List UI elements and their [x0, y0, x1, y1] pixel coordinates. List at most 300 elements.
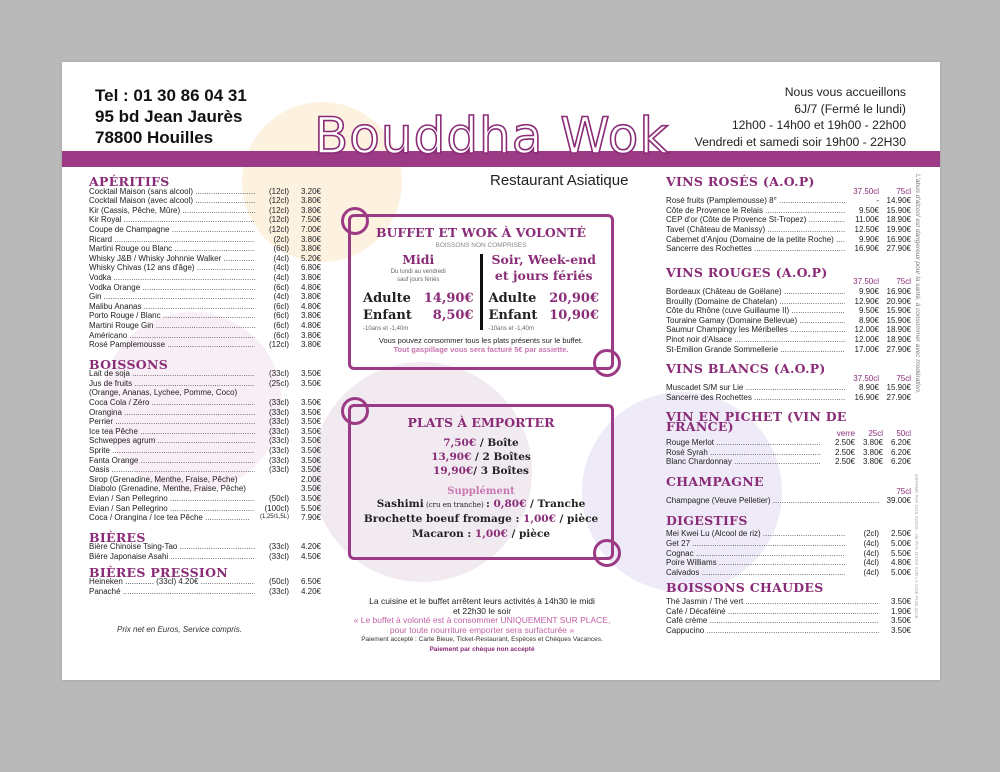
- item-price: 3.50€: [300, 417, 321, 427]
- supplement-name: Sashimi: [376, 498, 424, 510]
- section-vins-rouges: [666, 264, 911, 354]
- soir-title: et jours fériés: [494, 268, 593, 283]
- item-price: 5.00€: [890, 539, 911, 548]
- menu-item: [89, 369, 321, 379]
- price-75cl: 15.90€: [886, 205, 911, 215]
- hours-line: 12h00 - 14h00 et 19h00 - 22h00: [731, 118, 906, 132]
- item-price: 3.50€: [300, 455, 321, 465]
- item-price: 4.20€: [300, 542, 321, 552]
- takeaway-unit: / 2 Boîtes: [471, 451, 531, 463]
- price-375cl: 11.00€: [855, 215, 879, 225]
- hours-line: Vendredi et samedi soir 19h00 - 22H30: [694, 134, 906, 149]
- item-name: Martini Rouge Gin .....: [89, 321, 255, 331]
- item-size: (12cl): [268, 215, 289, 225]
- col-header: 75cl: [896, 486, 911, 496]
- item-price: 7.00€: [300, 224, 321, 234]
- menu-item: [666, 196, 911, 206]
- price-note: Prix net en Euros, Service compris.: [117, 625, 242, 634]
- section-title: BIÈRES: [89, 529, 146, 545]
- price-row: [489, 307, 600, 324]
- menu-item: [89, 408, 321, 418]
- menu-item: [666, 457, 911, 467]
- price-75cl: 16.90€: [886, 234, 911, 244]
- section-vins-roses: [666, 174, 911, 254]
- item-price: 5.50€: [300, 503, 321, 513]
- item-name: Cocktail Maison (sans alcool) .....: [89, 187, 255, 197]
- menu-item: [89, 494, 321, 504]
- section-bieres-pression: [89, 564, 321, 597]
- item-name: Orangina .....: [89, 408, 255, 418]
- item-name: Café / Décaféiné .....: [666, 607, 879, 617]
- item-price: 3.50€: [300, 436, 321, 446]
- item-name: Muscadet S/M sur Lie .....: [666, 383, 845, 393]
- section-boissons-chaudes: [666, 580, 911, 635]
- col-header: 37.50cl: [853, 186, 879, 196]
- item-name: Gin .....: [89, 292, 255, 302]
- price-375cl: 8.90€: [858, 315, 879, 325]
- menu-item: [89, 587, 321, 597]
- item-size: (33cl): [268, 542, 289, 552]
- menu-item: [89, 321, 321, 331]
- supplement-name: Brochette boeuf fromage: [363, 513, 512, 525]
- item-price: 3.50€: [300, 494, 321, 503]
- item-name: Poire Williams .....: [666, 558, 845, 568]
- item-size: (33cl): [268, 407, 289, 417]
- item-price: 1.90€: [890, 606, 911, 616]
- menu-item: [89, 292, 321, 302]
- item-name: Touraine Gamay (Domaine Bellevue) .....: [666, 316, 845, 326]
- price-375cl: 12.00€: [854, 334, 879, 344]
- price-375cl: 12.00€: [854, 325, 879, 335]
- menu-item: [666, 297, 911, 307]
- item-price: 4.50€: [300, 551, 321, 561]
- price-verre: 2.50€: [834, 447, 855, 457]
- item-name: Sancerre des Rochettes .....: [666, 244, 845, 254]
- item-name: Ricard .....: [89, 235, 255, 245]
- item-price: 3.80€: [300, 340, 321, 350]
- takeaway-box: [348, 404, 614, 560]
- takeaway-price: 19,90€: [433, 465, 474, 477]
- price-375cl: 9.50€: [858, 205, 879, 215]
- item-name: Vodka .....: [89, 273, 255, 283]
- item-size: (2cl): [863, 529, 879, 539]
- address-city: 78800 Houilles: [95, 128, 214, 147]
- col-header: 50cl: [896, 428, 911, 438]
- item-price: 3.50€: [300, 369, 321, 379]
- buffet-columns: [357, 252, 605, 332]
- price-375cl: 12.90€: [854, 296, 879, 306]
- price-375cl: 12.50€: [854, 224, 879, 234]
- buffet-box: [348, 214, 614, 370]
- price-75cl: 16.90€: [886, 286, 911, 296]
- item-size: (4cl): [273, 292, 289, 302]
- item-size: (6cl): [273, 330, 289, 340]
- price-75cl: 14.90€: [886, 196, 911, 206]
- item-price: 3.50€: [300, 484, 321, 494]
- item-name: Pinot noir d'Alsace .....: [666, 335, 845, 345]
- item-name: Coupe de Champagne .....: [89, 225, 255, 235]
- item-name: Rosé fruits (Pamplemousse) 8° .....: [666, 196, 845, 206]
- item-price: 39.00€: [886, 496, 911, 506]
- midi-sub: sauf jours fériés: [397, 277, 440, 283]
- item-price: 4.80€: [300, 320, 321, 330]
- info-line: La cuisine et le buffet arrêtent leurs activités à 14h30 le midi: [369, 596, 595, 606]
- item-size: [255, 484, 289, 494]
- item-name: Mei Kwei Lu (Alcool de riz) .....: [666, 529, 845, 539]
- item-name: Malibu Ananas .....: [89, 302, 255, 312]
- col-header: 25cl: [868, 428, 883, 438]
- price-75cl: 15.90€: [886, 383, 911, 393]
- item-name: CEP d'or (Côte de Provence St-Tropez) .....: [666, 215, 845, 225]
- item-size: (1,25/1,5L): [259, 514, 289, 521]
- item-price: 7.90€: [300, 513, 321, 523]
- supplement-price: 0,80€: [493, 498, 527, 510]
- price-value: 20,90€: [549, 291, 599, 306]
- item-price: 6.50€: [300, 577, 321, 587]
- menu-item: [89, 427, 321, 437]
- item-size: (33cl): [268, 586, 289, 596]
- item-size: (50cl): [268, 577, 289, 587]
- supplement-unit: / Tranche: [526, 498, 586, 510]
- service-info: [332, 597, 632, 654]
- item-size: (6cl): [273, 311, 289, 321]
- price-label: Enfant: [363, 308, 412, 323]
- item-price: 3.80€: [300, 292, 321, 302]
- col-header: 37.50cl: [853, 277, 879, 287]
- price-375cl: 9.90€: [858, 234, 879, 244]
- item-size: (12cl): [268, 205, 289, 215]
- item-name: St-Emilion Grande Sommellerie .....: [666, 345, 845, 355]
- item-price: 2.50€: [890, 529, 911, 539]
- item-size: (12cl): [268, 196, 289, 206]
- item-size: (12cl): [268, 224, 289, 234]
- item-name: Blanc Chardonnay .....: [666, 457, 821, 467]
- item-price: 4.80€: [300, 282, 321, 292]
- price-375cl: 9.50€: [858, 306, 879, 316]
- price-75cl: 20.90€: [886, 296, 911, 306]
- menu-item: [666, 235, 911, 245]
- menu-item: [89, 235, 321, 245]
- item-price: 3.20€: [300, 186, 321, 196]
- col-header: 75cl: [896, 373, 911, 383]
- section-aperitifs: [89, 174, 321, 350]
- price-label: Adulte: [363, 291, 411, 306]
- item-name: Panaché .....: [89, 587, 255, 597]
- item-name: Diabolo (Grenadine, Menthe, Fraise, Pêche): [89, 484, 246, 494]
- menu-page: [62, 62, 940, 680]
- item-size: (33cl): [268, 436, 289, 446]
- menu-item: [666, 244, 911, 254]
- menu-item: [666, 616, 911, 626]
- item-name: Ice tea Pêche .....: [89, 427, 255, 437]
- item-name: Thé Jasmin / Thé vert .....: [666, 597, 879, 607]
- item-size: (100cl): [264, 503, 289, 513]
- item-price: 5.00€: [890, 567, 911, 577]
- col-header: 75cl: [896, 277, 911, 287]
- menu-item: [89, 187, 321, 197]
- item-name: Jus de fruits .....: [89, 379, 255, 389]
- item-price: 3.80€: [300, 330, 321, 340]
- section-digestifs: [666, 512, 911, 578]
- item-name: Martini Rouge ou Blanc .....: [89, 244, 255, 254]
- supplement-row: [351, 512, 611, 527]
- menu-item: [89, 273, 321, 283]
- menu-item: [89, 206, 321, 216]
- buffet-subtitle: BOISSONS NON COMPRISES: [435, 242, 527, 249]
- menu-item: [89, 225, 321, 235]
- takeaway-price: 7,50€: [443, 437, 477, 449]
- item-name: Get 27 .....: [666, 539, 845, 549]
- supplement-name: Macaron: [411, 528, 464, 540]
- contact-block: [95, 85, 247, 148]
- item-name: Heineken ............. (33cl) 4.20€ .....: [89, 577, 255, 587]
- menu-item: [666, 496, 911, 506]
- price-value: 14,90€: [423, 291, 474, 306]
- price-75cl: 18.90€: [886, 215, 911, 225]
- midi-title: Midi: [402, 252, 435, 267]
- menu-item: [89, 302, 321, 312]
- item-name: Rosé Syrah .....: [666, 448, 821, 458]
- buffet-soir: [483, 252, 606, 332]
- col-header: verre: [836, 428, 855, 438]
- supplement-row: [351, 497, 611, 512]
- menu-item: [666, 438, 911, 448]
- section-title: VINS ROSÉS (A.O.P): [666, 174, 815, 189]
- price-label: Enfant: [488, 308, 538, 323]
- menu-item: [89, 417, 321, 427]
- item-price: 3.80€: [300, 234, 321, 244]
- section-title: VIN EN PICHET (VIN DE FRANCE): [666, 409, 847, 435]
- col-header: 75cl: [896, 186, 911, 196]
- item-size: (33cl): [268, 551, 289, 561]
- price-row: [363, 307, 474, 324]
- item-size: (6cl): [273, 282, 289, 292]
- child-note: -10ans et -1,40m: [363, 326, 409, 332]
- col-header: 37.50cl: [853, 373, 879, 383]
- takeaway-title: PLATS À EMPORTER: [407, 415, 555, 430]
- item-price: 3.50€: [890, 625, 911, 635]
- item-size: (33cl): [268, 446, 289, 456]
- info-line-highlight: pour toute nourriture emporter sera surfacturée »: [389, 624, 575, 635]
- item-name: Cognac .....: [666, 549, 845, 559]
- item-size: (33cl): [268, 426, 289, 436]
- item-name: Lait de soja .....: [89, 369, 255, 379]
- takeaway-price-row: [351, 450, 611, 464]
- item-price: 3.50€: [300, 398, 321, 408]
- tagline: Restaurant Asiatique: [490, 172, 629, 189]
- item-name: Bière Japonaise Asahi .....: [89, 552, 255, 562]
- info-line: et 22h30 le soir: [452, 605, 512, 616]
- price-25cl: 3.80€: [862, 438, 883, 448]
- menu-item: [89, 244, 321, 254]
- item-price: 4.80€: [890, 558, 911, 568]
- takeaway-price-row: [351, 464, 611, 478]
- menu-item: [89, 446, 321, 456]
- price-375cl: 17.00€: [854, 344, 879, 354]
- item-price: 3.80€: [300, 196, 321, 206]
- price-50cl: 6.20€: [890, 457, 911, 467]
- price-75cl: 19.90€: [886, 224, 911, 234]
- no-cheque-note: Paiement par chèque non accepté: [429, 645, 535, 653]
- buffet-midi: [357, 252, 480, 332]
- supplement-row: [351, 527, 611, 542]
- menu-item: [666, 529, 911, 539]
- separator: :: [511, 513, 524, 525]
- price-375cl: 8.90€: [858, 383, 879, 393]
- menu-item: [666, 325, 911, 335]
- item-price: 3.50€: [300, 465, 321, 475]
- item-size: [255, 475, 289, 485]
- menu-item: [666, 225, 911, 235]
- menu-item: [89, 552, 321, 562]
- item-size: (4cl): [273, 272, 289, 282]
- item-name: Evian / San Pellegrino .....: [89, 504, 255, 514]
- item-name: Vodka Orange .....: [89, 283, 255, 293]
- right-column: [666, 174, 911, 645]
- menu-item: [666, 558, 911, 568]
- section-title: BOISSONS: [89, 356, 169, 372]
- section-title: BIÈRES PRESSION: [89, 564, 228, 580]
- side-legal-text: [914, 174, 926, 664]
- item-name: Rosé Pamplemousse .....: [89, 340, 255, 350]
- price-50cl: 6.20€: [890, 438, 911, 448]
- waste-warning: Tout gaspillage vous sera facturé 5€ par assiette.: [393, 345, 569, 354]
- supplement-unit: / pièce: [507, 528, 551, 540]
- menu-item: [89, 436, 321, 446]
- item-size: (6cl): [273, 301, 289, 311]
- item-price: 5.50€: [890, 548, 911, 558]
- menu-item: [89, 331, 321, 341]
- price-label: Adulte: [488, 291, 537, 306]
- address-street: 95 bd Jean Jaurès: [95, 107, 243, 126]
- item-size: (2cl): [273, 234, 289, 244]
- menu-item: [666, 215, 911, 225]
- item-price: 3.50€: [300, 426, 321, 436]
- price-25cl: 3.80€: [862, 447, 883, 457]
- restaurant-logo: Bouddha Wok: [314, 107, 670, 165]
- supplement-unit: / pièce: [555, 513, 599, 525]
- section-title: VINS BLANCS (A.O.P): [666, 361, 826, 377]
- supplement-price: 1,00€: [474, 528, 508, 540]
- menu-item: [89, 311, 321, 321]
- item-size: (33cl): [268, 398, 289, 408]
- takeaway-unit: / 3 Boîtes: [473, 465, 529, 477]
- item-name: Coca Cola / Zéro .....: [89, 398, 255, 408]
- menu-item: [666, 597, 911, 607]
- item-price: 3.50€: [300, 407, 321, 417]
- menu-item: [89, 513, 321, 523]
- menu-item: [89, 263, 321, 273]
- item-size: (33cl): [268, 369, 289, 379]
- takeaway-unit: / Boîte: [476, 437, 519, 449]
- item-name: Whisky Chivas (12 ans d'âge) .....: [89, 263, 255, 273]
- supplement-title: Supplément: [447, 486, 515, 497]
- hours-line: 6J/7 (Fermé le lundi): [794, 101, 906, 116]
- alcohol-warning: L'abus d'alcool est dangereux pour la santé, à consommer avec modération.: [914, 174, 921, 394]
- soir-title: Soir, Week-end: [491, 252, 597, 267]
- item-price: 4.80€: [300, 301, 321, 311]
- price-verre: 2.50€: [834, 438, 855, 448]
- item-name: Cabernet d'Anjou (Domaine de la petite Roche) .....: [666, 235, 845, 245]
- item-name: Côte du Rhône (cuve Guillaume II) .....: [666, 306, 845, 316]
- menu-item: [666, 393, 911, 403]
- menu-item: [89, 504, 321, 514]
- menu-item: [89, 398, 321, 408]
- item-name: Oasis .....: [89, 465, 255, 475]
- supplement-price: 1,00€: [523, 513, 556, 525]
- supplement-note: (cru en tranche): [423, 501, 486, 509]
- left-column: [89, 174, 321, 606]
- menu-item: [666, 626, 911, 636]
- separator: :: [485, 498, 494, 510]
- item-name: Rouge Merlot .....: [666, 438, 821, 448]
- menu-item: [666, 568, 911, 578]
- menu-item: [666, 539, 911, 549]
- buffet-title: BUFFET ET WOK À VOLONTÉ: [375, 225, 587, 240]
- item-name: Perrier .....: [89, 417, 255, 427]
- item-name: Côte de Provence le Relais .....: [666, 206, 845, 216]
- item-name: Champagne (Veuve Pelletier) .....: [666, 496, 879, 506]
- item-name: Saumur Champingy les Méribelles .....: [666, 325, 845, 335]
- item-size: (4cl): [273, 253, 289, 263]
- price-75cl: 18.90€: [886, 334, 911, 344]
- item-name: Schweppes agrum .....: [89, 436, 255, 446]
- section-bieres: [89, 529, 321, 562]
- price-375cl: -: [876, 196, 879, 206]
- item-name: Cocktail Maison (avec alcool) .....: [89, 196, 255, 206]
- item-name: Porto Rouge / Blanc .....: [89, 311, 255, 321]
- separator: :: [463, 528, 475, 540]
- price-row: [363, 290, 474, 307]
- item-price: 2.00€: [300, 474, 321, 484]
- menu-item: [89, 542, 321, 552]
- section-title: BOISSONS CHAUDES: [666, 580, 824, 596]
- item-size: (4cl): [273, 263, 289, 273]
- item-name: Coca / Orangina / Ice tea Pêche .....: [89, 513, 249, 523]
- menu-item: [89, 254, 321, 264]
- menu-item: [666, 448, 911, 458]
- section-vins-blancs: [666, 361, 911, 402]
- item-size: (33cl): [268, 455, 289, 465]
- item-name: Bière Chinoise Tsing-Tao .....: [89, 542, 255, 552]
- item-price: 3.80€: [300, 205, 321, 215]
- price-value: 8,50€: [432, 308, 474, 323]
- menu-item: [89, 456, 321, 466]
- info-line-highlight: « Le buffet à volonté est à consommer UNIQUEMENT SUR PLACE,: [353, 615, 611, 625]
- menu-item: [666, 549, 911, 559]
- menu-item: [89, 379, 321, 389]
- price-value: 10,90€: [549, 308, 599, 323]
- menu-item: [666, 287, 911, 297]
- item-name: Calvados .....: [666, 568, 845, 578]
- item-price: 3.80€: [300, 311, 321, 321]
- item-size: (25cl): [268, 378, 289, 388]
- takeaway-price: 13,90€: [431, 451, 472, 463]
- menu-item: [89, 484, 321, 494]
- section-title: VINS ROUGES (A.O.P): [666, 264, 828, 280]
- menu-item: [89, 340, 321, 350]
- menu-item: [89, 215, 321, 225]
- price-75cl: 27.90€: [886, 392, 911, 402]
- item-name: Kir Royal .....: [89, 215, 255, 225]
- item-name: Kir (Cassis, Pêche, Mûre) .....: [89, 206, 255, 216]
- item-name: Brouilly (Domaine de Chatelan) .....: [666, 297, 845, 307]
- menu-item: [89, 577, 321, 587]
- item-size: (6cl): [273, 320, 289, 330]
- menu-item: [666, 306, 911, 316]
- item-price: 3.50€: [300, 446, 321, 456]
- item-name: Sirop (Grenadine, Menthe, Fraise, Pêche): [89, 474, 238, 484]
